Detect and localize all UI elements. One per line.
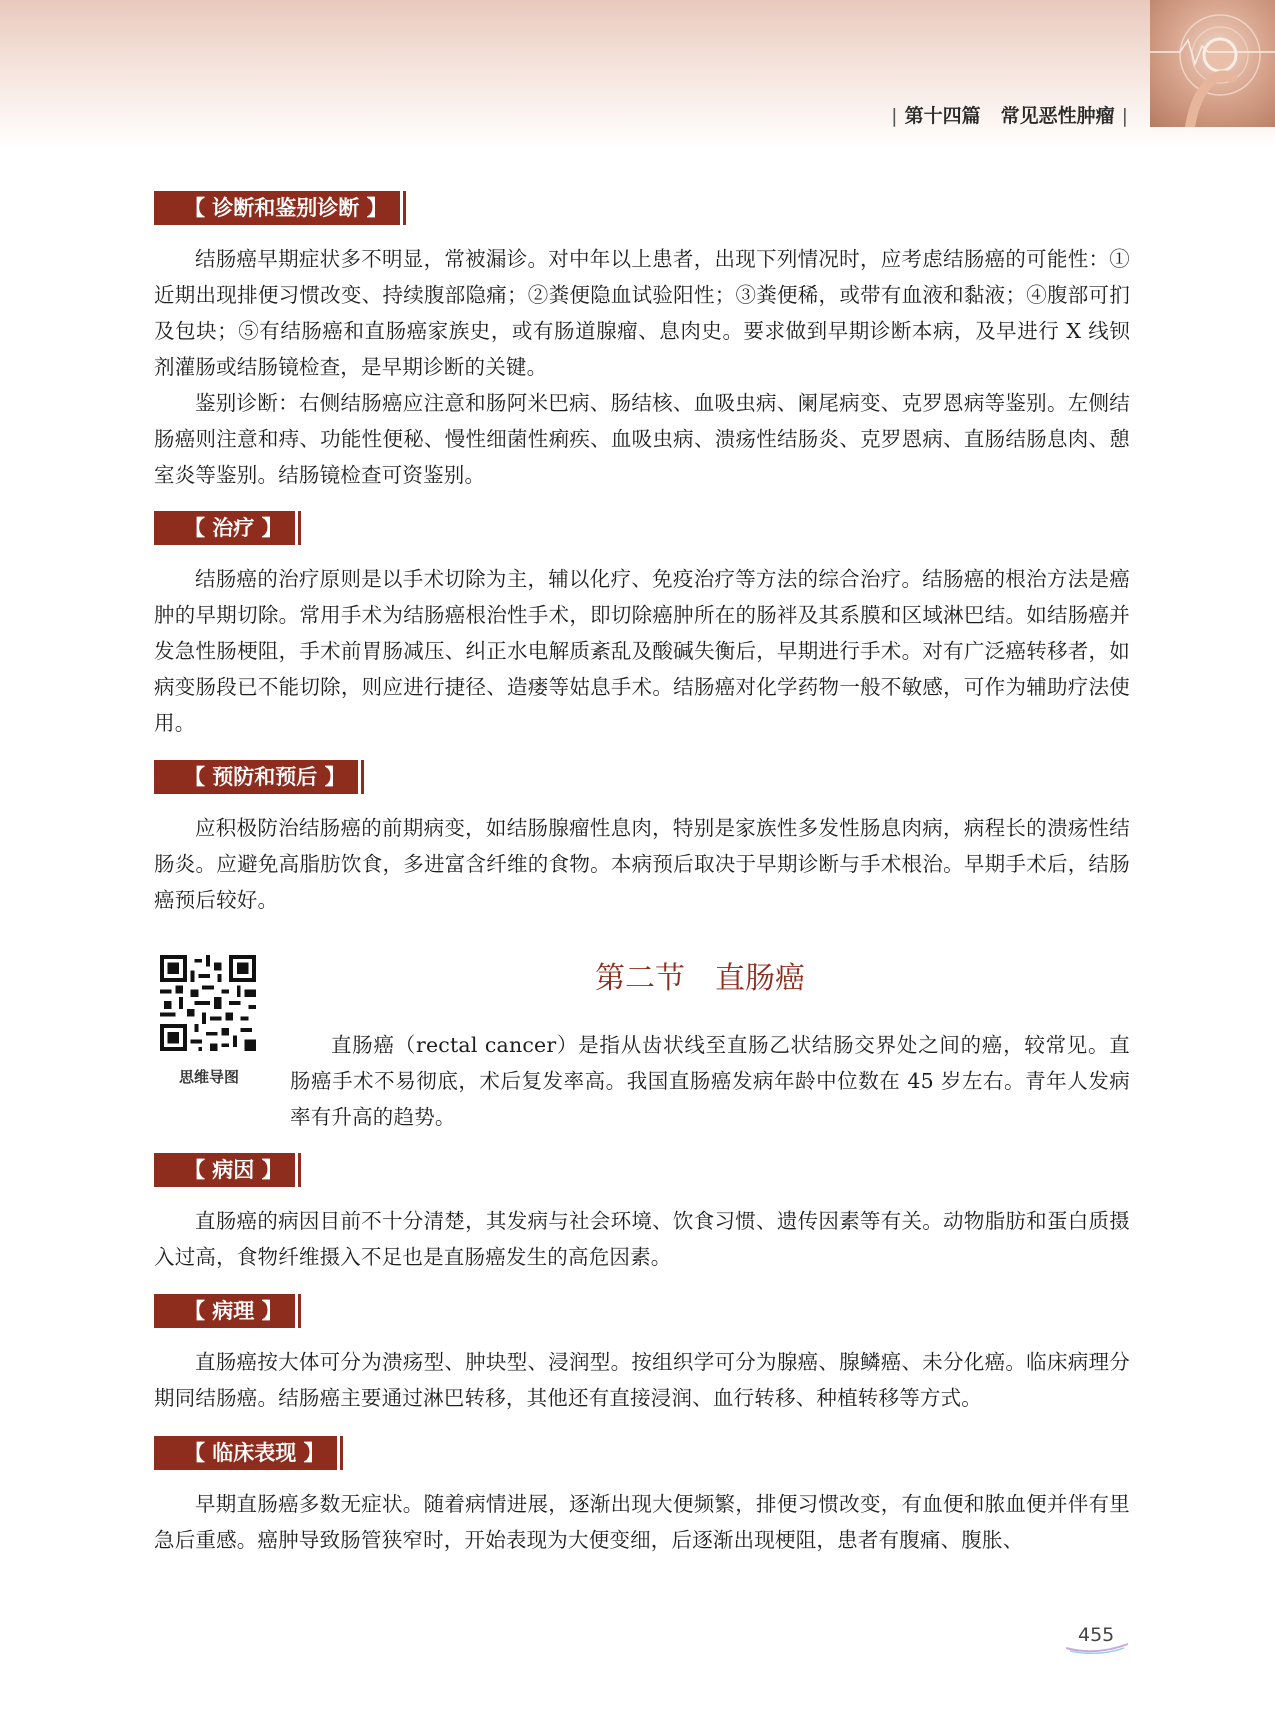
- header-bar-right: |: [1121, 105, 1128, 127]
- qr-code-icon[interactable]: [160, 955, 256, 1051]
- paragraph-etiology: 直肠癌的病因目前不十分清楚，其发病与社会环境、饮食习惯、遗传因素等有关。动物脂肪和蛋白质摄入过高，食物纤维摄入不足也是直肠癌发生的高危因素。: [154, 1209, 1130, 1269]
- heading-etiology: 【 病因 】: [154, 1153, 295, 1187]
- header-bar-left: |: [891, 105, 898, 127]
- running-header: [884, 101, 1135, 128]
- paragraph-prevention: 应积极防治结肠癌的前期病变，如结肠腺瘤性息肉，特别是家族性多发性肠息肉病，病程长的溃疡性结肠炎。应避免高脂肪饮食，多进富含纤维的食物。本病预后取决于早期诊断与手术根治。早期手术后，结肠癌预后较好。: [154, 816, 1130, 912]
- paragraph-clinical: 早期直肠癌多数无症状。随着病情进展，逐渐出现大便频繁，排便习惯改变，有血便和脓血便并伴有里急后重感。癌肿导致肠管狭窄时，开始表现为大便变细，后逐渐出现梗阻，患者有腹痛、腹胀、: [154, 1492, 1130, 1552]
- paragraph-rectal-intro: 直肠癌（rectal cancer）是指从齿状线至直肠乙状结肠交界处之间的癌，较常见。直肠癌手术不易彻底，术后复发率高。我国直肠癌发病年龄中位数在 45 岁左右。青年人发病率有升高的趋势。: [290, 1033, 1130, 1129]
- header-part: 第十四篇: [904, 105, 981, 127]
- stethoscope-icon: [1150, 0, 1275, 127]
- heading-diagnosis: 【 诊断和鉴别诊断 】: [154, 191, 400, 225]
- paragraph-treatment: 结肠癌的治疗原则是以手术切除为主，辅以化疗、免疫治疗等方法的综合治疗。结肠癌的根治方法是癌肿的早期切除。常用手术为结肠癌根治性手术，即切除癌肿所在的肠袢及其系膜和区域淋巴结。如结肠癌并发急性肠梗阻，手术前胃肠减压、纠正水电解质紊乱及酸碱失衡后，早期进行手术。对有广泛癌转移者，如病变肠段已不能切除，则应进行捷径、造瘘等姑息手术。结肠癌对化学药物一般不敏感，可作为辅助疗法使用。: [154, 567, 1130, 735]
- paragraph-diagnosis-2: 鉴别诊断：右侧结肠癌应注意和肠阿米巴病、肠结核、血吸虫病、阑尾病变、克罗恩病等鉴别。左侧结肠癌则注意和痔、功能性便秘、慢性细菌性痢疾、血吸虫病、溃疡性结肠炎、克罗恩病、直肠结肠息肉、憩室炎等鉴别。结肠镜检查可资鉴别。: [154, 391, 1130, 487]
- heading-treatment: 【 治疗 】: [154, 511, 295, 545]
- header-title: 常见恶性肿瘤: [1000, 105, 1115, 127]
- paragraph-pathology: 直肠癌按大体可分为溃疡型、肿块型、浸润型。按组织学可分为腺癌、腺鳞癌、未分化癌。临床病理分期同结肠癌。结肠癌主要通过淋巴转移，其他还有直接浸润、血行转移、种植转移等方式。: [154, 1350, 1130, 1410]
- section-title: 第二节 直肠癌: [595, 961, 805, 996]
- page-number: 455: [1078, 1624, 1115, 1646]
- paragraph-diagnosis-1: 结肠癌早期症状多不明显，常被漏诊。对中年以上患者，出现下列情况时，应考虑结肠癌的可能性：①近期出现排便习惯改变、持续腹部隐痛；②粪便隐血试验阳性；③粪便稀，或带有血液和黏液；④腹部可扪及包块；⑤有结肠癌和直肠癌家族史，或有肠道腺瘤、息肉史。要求做到早期诊断本病，及早进行 X 线钡剂灌肠或结肠镜检查，是早期诊断的关键。: [154, 247, 1130, 379]
- heading-clinical: 【 临床表现 】: [154, 1436, 337, 1470]
- heading-pathology: 【 病理 】: [154, 1294, 295, 1328]
- qr-caption: 思维导图: [178, 1068, 239, 1086]
- heading-prevention: 【 预防和预后 】: [154, 760, 358, 794]
